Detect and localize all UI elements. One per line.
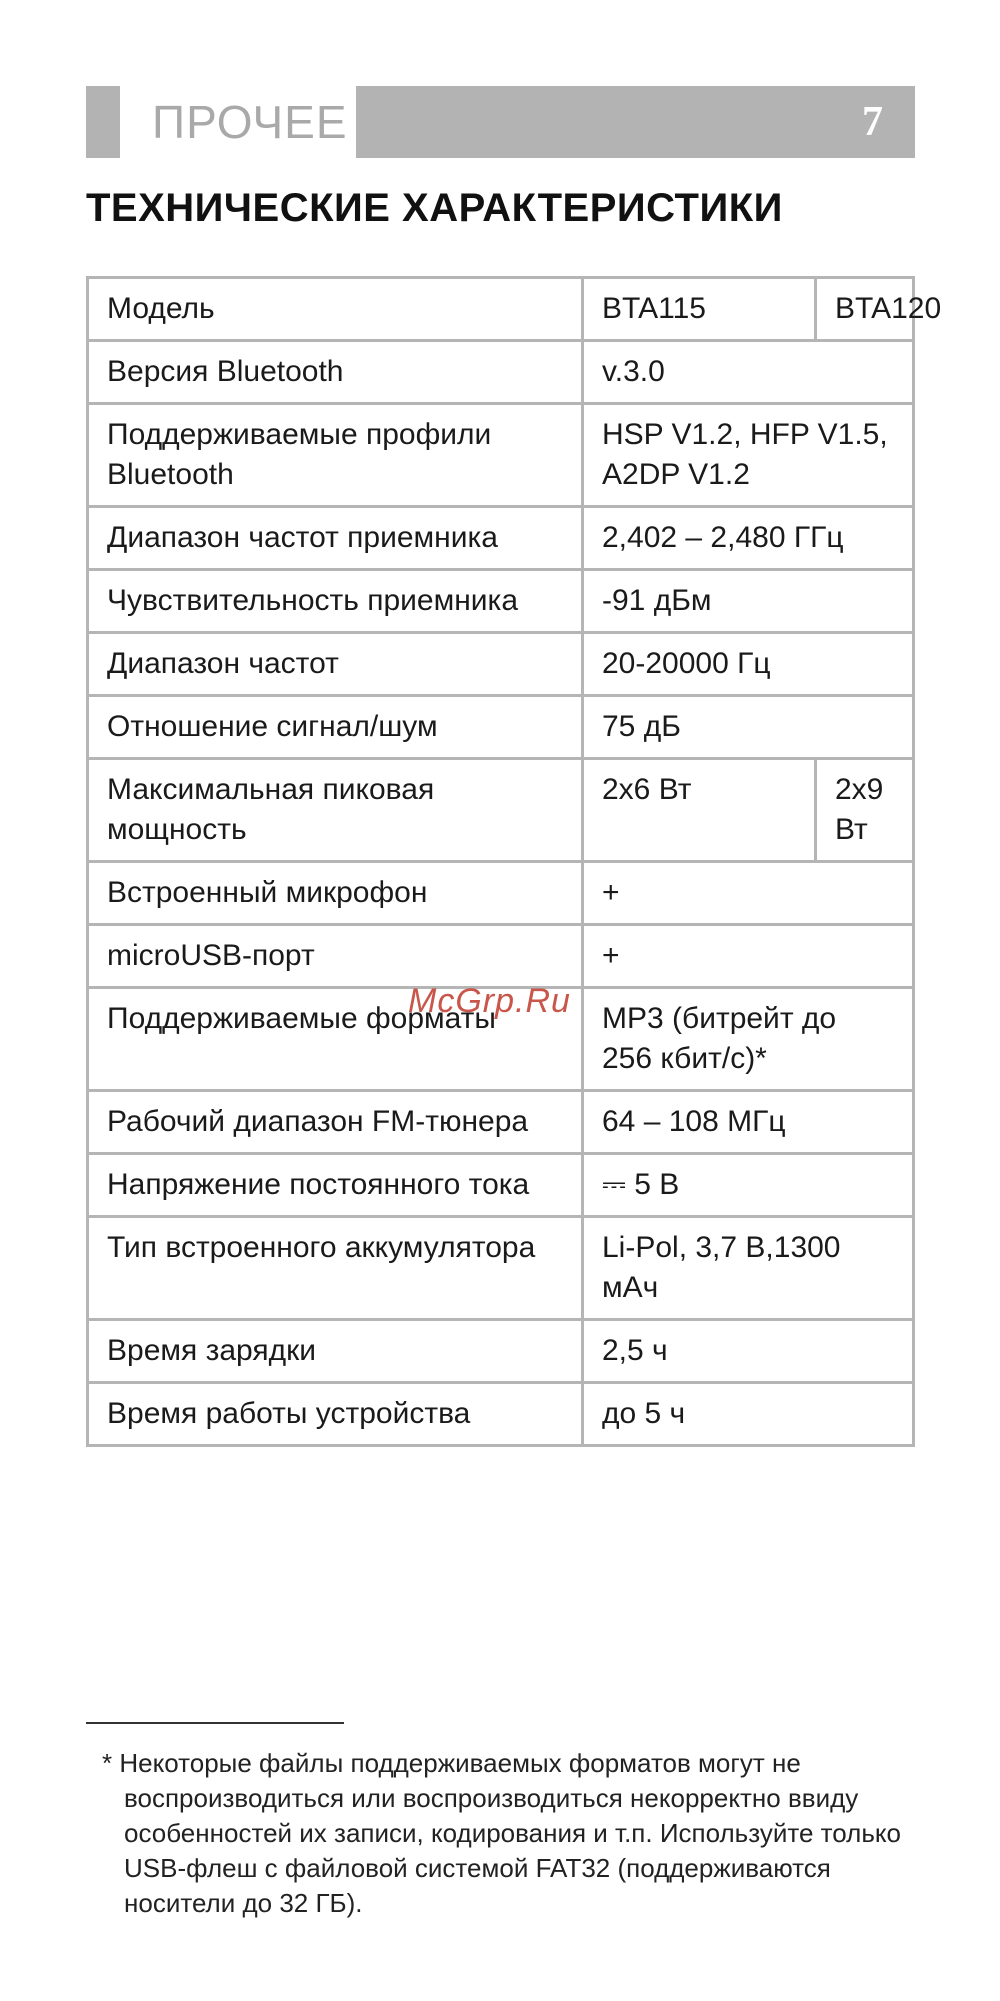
section-label: ПРОЧЕЕ xyxy=(152,96,348,148)
param-cell: Время зарядки xyxy=(88,1320,583,1383)
param-cell: Диапазон частот приемника xyxy=(88,507,583,570)
param-cell: Чувствительность приемника xyxy=(88,570,583,633)
param-text: Версия Bluetooth xyxy=(107,355,344,388)
value-cell: 2x9 Вт xyxy=(816,759,914,862)
value-cell: 64 – 108 МГц xyxy=(583,1091,914,1154)
page-number: 7 xyxy=(862,99,883,145)
value-cell: MP3 (битрейт до 256 кбит/с)* xyxy=(583,988,914,1091)
value-cell: до 5 ч xyxy=(583,1383,914,1446)
param-cell: Поддерживаемые профили Bluetooth xyxy=(88,404,583,507)
table-row xyxy=(88,1320,914,1383)
value-cell: 2,402 – 2,480 ГГц xyxy=(583,507,914,570)
table-row xyxy=(88,278,914,341)
table-row xyxy=(88,759,914,862)
specs-table xyxy=(86,276,942,1447)
param-cell: Рабочий диапазон FM-тюнера xyxy=(88,1091,583,1154)
footnote-divider xyxy=(86,1722,344,1724)
watermark: McGrp.Ru xyxy=(408,982,571,1020)
table-row xyxy=(88,862,914,925)
param-cell: Поддерживаемые форматы xyxy=(88,988,583,1091)
param-cell: Модель xyxy=(88,278,583,341)
param-cell: Диапазон частот xyxy=(88,633,583,696)
value-cell: ⎓ 5 В xyxy=(583,1154,914,1217)
param-cell: microUSB-порт xyxy=(88,925,583,988)
table-row xyxy=(88,1154,914,1217)
value-cell: HSP V1.2, HFP V1.5, A2DP V1.2 xyxy=(583,404,914,507)
value-cell: 20-20000 Гц xyxy=(583,633,914,696)
value-cell: BTA120 xyxy=(816,278,914,341)
table-row xyxy=(88,404,914,507)
header-left-block xyxy=(86,86,120,158)
param-cell xyxy=(88,341,583,404)
value-cell: Li-Pol, 3,7 В,1300 мАч xyxy=(583,1217,914,1320)
value-cell: 2,5 ч xyxy=(583,1320,914,1383)
header-bar xyxy=(356,86,915,158)
table-row xyxy=(88,696,914,759)
value-cell: -91 дБм xyxy=(583,570,914,633)
value-cell: 75 дБ xyxy=(583,696,914,759)
value-cell: + xyxy=(583,862,914,925)
value-cell: BTA115 xyxy=(583,278,816,341)
table-row xyxy=(88,925,914,988)
value-cell: + xyxy=(583,925,914,988)
table-row xyxy=(88,570,914,633)
section-header xyxy=(86,86,915,158)
table-row xyxy=(88,341,914,404)
param-cell: Отношение сигнал/шум xyxy=(88,696,583,759)
table-row xyxy=(88,507,914,570)
table-row xyxy=(88,633,914,696)
table-row xyxy=(88,1091,914,1154)
value-cell: 2x6 Вт xyxy=(583,759,816,862)
param-cell: Время работы устройства xyxy=(88,1383,583,1446)
param-cell: Напряжение постоянного тока xyxy=(88,1154,583,1217)
table-row xyxy=(88,1217,914,1320)
table-row xyxy=(88,1383,914,1446)
footnote: * Некоторые файлы поддерживаемых форматов могут не воспроизводиться или воспроизводиться некорректно ввиду особенностей их записи, кодирования и т.п. Используйте только USB-флеш с файловой системой FAT32 (поддерживаются носители до 32 ГБ). xyxy=(102,1748,902,1918)
value-cell: v.3.0 xyxy=(583,341,914,404)
param-cell: Тип встроенного аккумулятора xyxy=(88,1217,583,1320)
param-cell: Максимальная пиковая мощность xyxy=(88,759,583,862)
page-title: ТЕХНИЧЕСКИЕ ХАРАКТЕРИСТИКИ xyxy=(86,186,783,230)
param-cell: Встроенный микрофон xyxy=(88,862,583,925)
